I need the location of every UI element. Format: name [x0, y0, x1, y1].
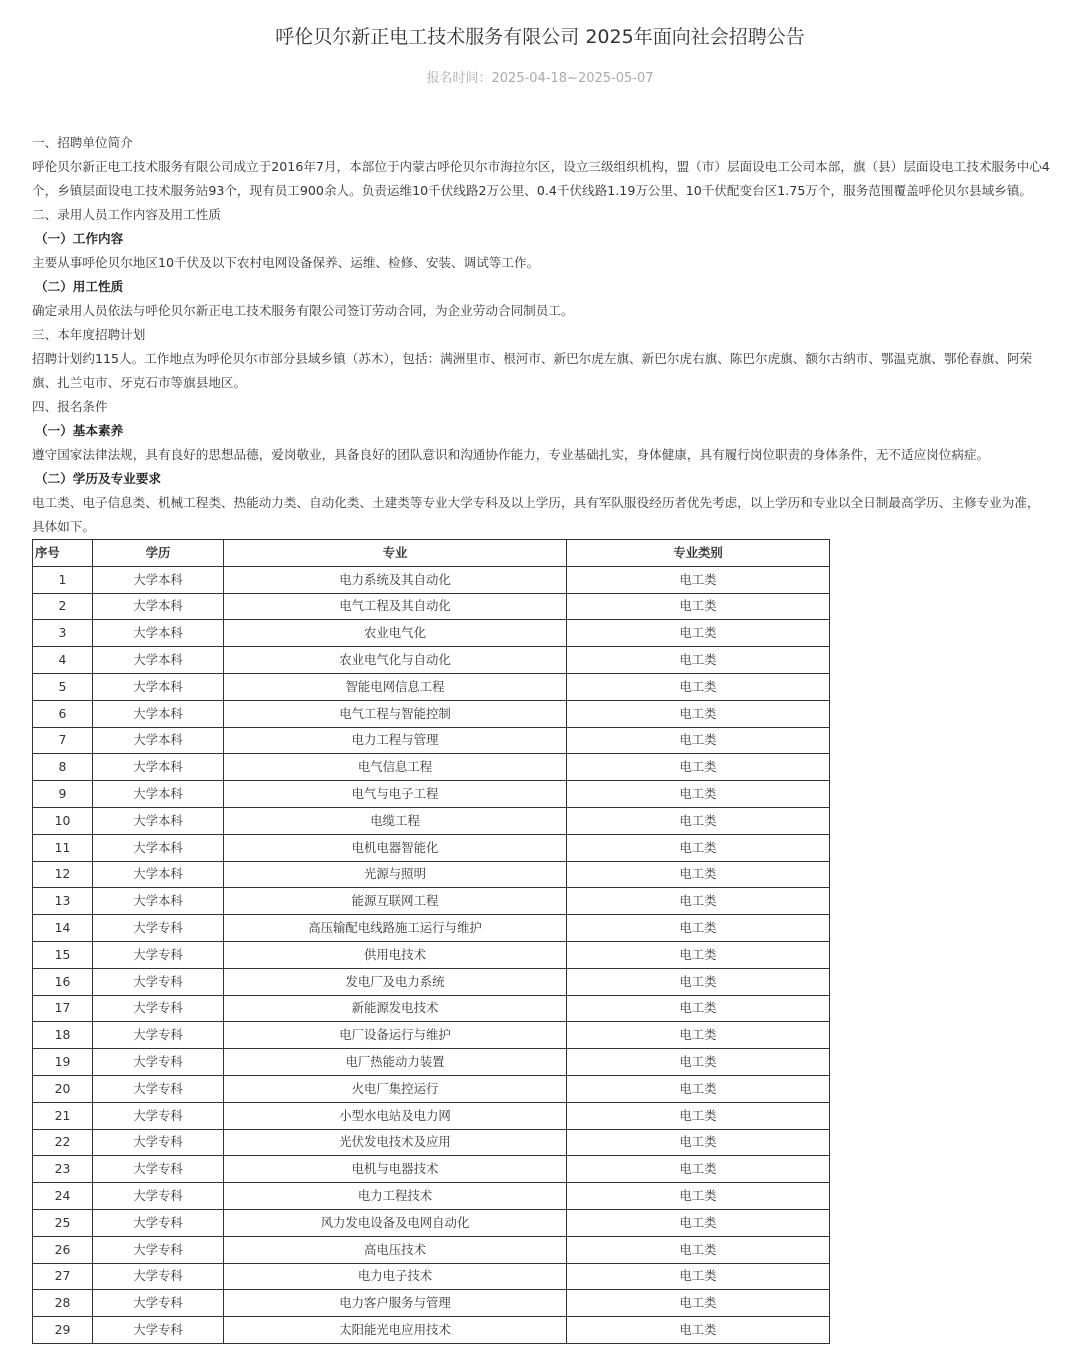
cell-no: 29: [33, 1317, 93, 1344]
cell-degree: 大学本科: [93, 700, 224, 727]
table-row: [33, 995, 830, 1022]
cell-major: 电机电器智能化: [224, 834, 567, 861]
cell-degree: 大学本科: [93, 888, 224, 915]
cell-category: 电工类: [567, 1236, 830, 1263]
cell-degree: 大学专科: [93, 968, 224, 995]
cell-major: 供用电技术: [224, 941, 567, 968]
cell-category: 电工类: [567, 754, 830, 781]
cell-degree: 大学专科: [93, 1263, 224, 1290]
cell-no: 7: [33, 727, 93, 754]
cell-no: 26: [33, 1236, 93, 1263]
subsection-heading: （二）学历及专业要求: [35, 471, 161, 486]
cell-category: 电工类: [567, 1209, 830, 1236]
cell-no: 20: [33, 1075, 93, 1102]
cell-degree: 大学专科: [93, 1236, 224, 1263]
header-cell-category: 专业类别: [567, 540, 830, 567]
header-cell-degree: 学历: [93, 540, 224, 567]
section-heading: 三、本年度招聘计划: [32, 327, 146, 342]
cell-degree: 大学本科: [93, 593, 224, 620]
table-row: [33, 941, 830, 968]
cell-category: 电工类: [567, 861, 830, 888]
cell-degree: 大学本科: [93, 727, 224, 754]
cell-no: 5: [33, 673, 93, 700]
cell-category: 电工类: [567, 1075, 830, 1102]
section-heading: 一、招聘单位简介: [32, 135, 133, 150]
cell-no: 25: [33, 1209, 93, 1236]
table-row: [33, 888, 830, 915]
cell-category: 电工类: [567, 1290, 830, 1317]
cell-no: 16: [33, 968, 93, 995]
table-row: [33, 915, 830, 942]
cell-category: 电工类: [567, 1129, 830, 1156]
cell-degree: 大学专科: [93, 995, 224, 1022]
cell-no: 4: [33, 647, 93, 674]
table-row: [33, 1022, 830, 1049]
cell-category: 电工类: [567, 1102, 830, 1129]
cell-category: 电工类: [567, 1263, 830, 1290]
cell-major: 小型水电站及电力网: [224, 1102, 567, 1129]
table-row: [33, 1183, 830, 1210]
cell-category: 电工类: [567, 915, 830, 942]
table-row: [33, 673, 830, 700]
cell-category: 电工类: [567, 727, 830, 754]
cell-category: 电工类: [567, 834, 830, 861]
section-heading: 四、报名条件: [32, 399, 108, 414]
cell-category: 电工类: [567, 1022, 830, 1049]
table-row: [33, 1129, 830, 1156]
cell-major: 电力电子技术: [224, 1263, 567, 1290]
cell-major: 农业电气化与自动化: [224, 647, 567, 674]
cell-no: 24: [33, 1183, 93, 1210]
subsection-heading: （二）用工性质: [35, 279, 124, 294]
cell-major: 电力客户服务与管理: [224, 1290, 567, 1317]
cell-degree: 大学本科: [93, 861, 224, 888]
cell-major: 电力工程技术: [224, 1183, 567, 1210]
cell-degree: 大学专科: [93, 941, 224, 968]
cell-no: 3: [33, 620, 93, 647]
table-row: [33, 1209, 830, 1236]
cell-no: 12: [33, 861, 93, 888]
cell-no: 2: [33, 593, 93, 620]
table-row: [33, 1049, 830, 1076]
cell-category: 电工类: [567, 566, 830, 593]
cell-category: 电工类: [567, 1183, 830, 1210]
cell-no: 14: [33, 915, 93, 942]
table-row: [33, 1075, 830, 1102]
cell-no: 17: [33, 995, 93, 1022]
cell-category: 电工类: [567, 807, 830, 834]
cell-degree: 大学专科: [93, 1209, 224, 1236]
cell-major: 电气工程与智能控制: [224, 700, 567, 727]
cell-degree: 大学专科: [93, 1290, 224, 1317]
cell-major: 能源互联网工程: [224, 888, 567, 915]
cell-category: 电工类: [567, 968, 830, 995]
cell-major: 新能源发电技术: [224, 995, 567, 1022]
cell-degree: 大学专科: [93, 1156, 224, 1183]
cell-degree: 大学专科: [93, 1049, 224, 1076]
paragraph: 招聘计划约115人。工作地点为呼伦贝尔市部分县域乡镇（苏木），包括：满洲里市、根河市、新巴尔虎左旗、新巴尔虎右旗、陈巴尔虎旗、额尔古纳市、鄂温克旗、鄂伦春旗、阿荣旗、扎兰屯市、牙克石市等旗县地区。: [32, 351, 1033, 390]
cell-category: 电工类: [567, 1156, 830, 1183]
cell-category: 电工类: [567, 647, 830, 674]
cell-major: 电力工程与管理: [224, 727, 567, 754]
cell-degree: 大学专科: [93, 1183, 224, 1210]
cell-major: 电气与电子工程: [224, 781, 567, 808]
cell-no: 18: [33, 1022, 93, 1049]
table-row: [33, 647, 830, 674]
cell-degree: 大学专科: [93, 1129, 224, 1156]
table-row: [33, 754, 830, 781]
cell-major: 电气工程及其自动化: [224, 593, 567, 620]
cell-degree: 大学专科: [93, 1317, 224, 1344]
header-cell-major: 专业: [224, 540, 567, 567]
table-row: [33, 861, 830, 888]
cell-major: 电气信息工程: [224, 754, 567, 781]
cell-no: 27: [33, 1263, 93, 1290]
cell-category: 电工类: [567, 620, 830, 647]
table-body: [33, 566, 830, 1343]
header-cell-no: 序号: [33, 540, 93, 567]
cell-degree: 大学专科: [93, 1022, 224, 1049]
cell-major: 智能电网信息工程: [224, 673, 567, 700]
cell-no: 15: [33, 941, 93, 968]
cell-category: 电工类: [567, 995, 830, 1022]
cell-major: 电厂设备运行与维护: [224, 1022, 567, 1049]
cell-degree: 大学本科: [93, 754, 224, 781]
cell-major: 发电厂及电力系统: [224, 968, 567, 995]
cell-category: 电工类: [567, 1317, 830, 1344]
cell-degree: 大学专科: [93, 915, 224, 942]
paragraph: 确定录用人员依法与呼伦贝尔新正电工技术服务有限公司签订劳动合同，为企业劳动合同制员工。: [32, 303, 574, 318]
cell-degree: 大学本科: [93, 566, 224, 593]
cell-major: 电厂热能动力装置: [224, 1049, 567, 1076]
cell-category: 电工类: [567, 941, 830, 968]
table-row: [33, 1102, 830, 1129]
cell-major: 风力发电设备及电网自动化: [224, 1209, 567, 1236]
table-header-row: [33, 540, 830, 567]
cell-major: 电力系统及其自动化: [224, 566, 567, 593]
section-heading: 二、录用人员工作内容及用工性质: [32, 207, 221, 222]
signup-time: 报名时间：2025-04-18~2025-05-07: [426, 71, 654, 86]
table-row: [33, 566, 830, 593]
cell-no: 13: [33, 888, 93, 915]
paragraph: 电工类、电子信息类、机械工程类、热能动力类、自动化类、土建类等专业大学专科及以上学历，具有军队服役经历者优先考虑，以上学历和专业以全日制最高学历、主修专业为准，具体如下。: [32, 495, 1040, 534]
cell-major: 农业电气化: [224, 620, 567, 647]
table-row: [33, 968, 830, 995]
cell-major: 电缆工程: [224, 807, 567, 834]
subsection-heading: （一）工作内容: [35, 231, 124, 246]
table-row: [33, 834, 830, 861]
cell-no: 10: [33, 807, 93, 834]
table-row: [33, 1263, 830, 1290]
cell-major: 太阳能光电应用技术: [224, 1317, 567, 1344]
page-title: 呼伦贝尔新正电工技术服务有限公司 2025年面向社会招聘公告: [275, 26, 805, 48]
subsection-heading: （一）基本素养: [35, 423, 124, 438]
cell-degree: 大学本科: [93, 807, 224, 834]
table-row: [33, 727, 830, 754]
cell-category: 电工类: [567, 888, 830, 915]
cell-degree: 大学本科: [93, 647, 224, 674]
cell-major: 高压输配电线路施工运行与维护: [224, 915, 567, 942]
majors-table: [32, 539, 830, 1344]
cell-major: 高电压技术: [224, 1236, 567, 1263]
table-row: [33, 781, 830, 808]
cell-degree: 大学本科: [93, 620, 224, 647]
paragraph: 呼伦贝尔新正电工技术服务有限公司成立于2016年7月，本部位于内蒙古呼伦贝尔市海拉尔区，设立三级组织机构，盟（市）层面设电工公司本部，旗（县）层面设电工技术服务中心4个，乡镇层面设电工技术服务站93个，现有员工900余人。负责运维10千伏线路2万公里、0.4千伏线路1.19万公里、10千伏配变台区1.75万个，服务范围覆盖呼伦贝尔县域乡镇。: [32, 159, 1050, 198]
table-row: [33, 1290, 830, 1317]
table-row: [33, 1156, 830, 1183]
cell-no: 8: [33, 754, 93, 781]
table-row: [33, 700, 830, 727]
cell-major: 光源与照明: [224, 861, 567, 888]
table-row: [33, 1317, 830, 1344]
cell-major: 火电厂集控运行: [224, 1075, 567, 1102]
table-row: [33, 620, 830, 647]
cell-degree: 大学本科: [93, 781, 224, 808]
cell-degree: 大学本科: [93, 673, 224, 700]
cell-category: 电工类: [567, 593, 830, 620]
cell-no: 21: [33, 1102, 93, 1129]
table-row: [33, 1236, 830, 1263]
cell-major: 光伏发电技术及应用: [224, 1129, 567, 1156]
cell-degree: 大学专科: [93, 1102, 224, 1129]
cell-category: 电工类: [567, 781, 830, 808]
table-row: [33, 593, 830, 620]
cell-no: 19: [33, 1049, 93, 1076]
cell-category: 电工类: [567, 700, 830, 727]
cell-no: 6: [33, 700, 93, 727]
cell-no: 22: [33, 1129, 93, 1156]
paragraph: 遵守国家法律法规，具有良好的思想品德，爱岗敬业，具备良好的团队意识和沟通协作能力，专业基础扎实，身体健康，具有履行岗位职责的身体条件，无不适应岗位病症。: [32, 447, 990, 462]
cell-category: 电工类: [567, 1049, 830, 1076]
cell-no: 28: [33, 1290, 93, 1317]
cell-degree: 大学专科: [93, 1075, 224, 1102]
cell-major: 电机与电器技术: [224, 1156, 567, 1183]
article-body: [32, 131, 1052, 1344]
cell-no: 1: [33, 566, 93, 593]
cell-category: 电工类: [567, 673, 830, 700]
cell-no: 9: [33, 781, 93, 808]
cell-degree: 大学本科: [93, 834, 224, 861]
table-row: [33, 807, 830, 834]
paragraph: 主要从事呼伦贝尔地区10千伏及以下农村电网设备保养、运维、检修、安装、调试等工作。: [32, 255, 540, 270]
cell-no: 23: [33, 1156, 93, 1183]
cell-no: 11: [33, 834, 93, 861]
